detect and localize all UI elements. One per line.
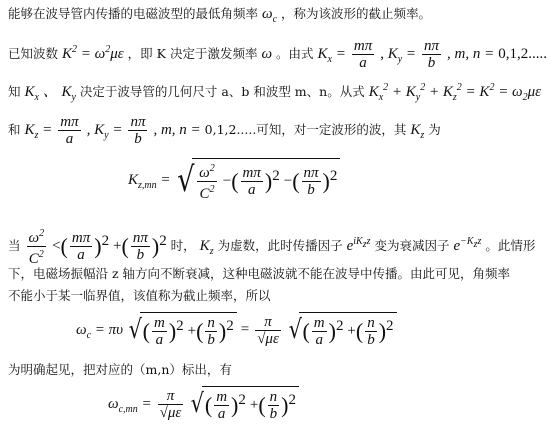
omega2-over-c2-inequality: $\frac{\omega^2}{C^2}$ xyxy=(28,228,45,267)
n-over-b: $\frac{n}{b}$ xyxy=(207,315,215,348)
n-over-b-2: $\frac{n}{b}$ xyxy=(367,315,375,348)
text-line-4 xyxy=(8,114,441,147)
omega-c-mn-lhs: $\omega_{c,mn}$ = xyxy=(108,395,152,415)
text-line-8 xyxy=(8,288,271,304)
line1-text: 能够在波导管内传播的电磁波型的最低角频率 xyxy=(8,6,259,21)
text-line-1 xyxy=(8,6,431,28)
ky-equation: , $K_y$ = xyxy=(380,46,417,65)
kz-symbol-2: $K_z$ xyxy=(199,238,214,257)
line10-text: 为明确起见，把对应的（m,n）标出，有 xyxy=(8,362,232,377)
line7-text: 下，电磁场振幅沿 z 轴方向不断衰减，这种电磁波就不能在波导中传播。由此可见，角频率 xyxy=(8,266,511,281)
ky-equation-2: , $K_y$ = xyxy=(86,122,123,141)
line2-b: ，即 K 决定于激发频率 xyxy=(127,46,258,61)
mn-index-2: , m, n = xyxy=(153,122,201,138)
sqrt-body-3: ( $\frac{m}{a}$ )$^2$ +( $\frac{n}{b}$ )$^2$ xyxy=(299,312,396,348)
line2-c: 。由式 xyxy=(276,46,314,61)
text-line-7 xyxy=(8,266,510,282)
pi-over-sqrt-mu-eps-2: $\frac{\pi}{√\mu\varepsilon}$ xyxy=(159,387,182,421)
m-over-a: $\frac{m}{a}$ xyxy=(153,315,165,348)
pi-over-sqrt-mu-eps: $\frac{\pi}{√\mu\varepsilon}$ xyxy=(257,313,279,347)
text-line-2 xyxy=(8,38,547,71)
text-line-10 xyxy=(8,362,232,378)
line4-a: 和 xyxy=(8,122,21,137)
omega-c-mn-formula xyxy=(108,386,299,422)
line3-b: 决定于波导管的几何尺寸 a、b 和波型 m、n。从式 xyxy=(79,84,365,99)
line1-tail: ，称为该波形的截止频率。 xyxy=(281,6,432,21)
line6-d: 变为衰减因子 xyxy=(374,238,450,253)
m-pi-over-a-fraction: $\frac{m\pi}{a}$ xyxy=(353,38,373,71)
line6-e: 。此情形 xyxy=(485,238,536,253)
k-sum-equation: $K_x^2 + K_y^2 + K_z^2 = K^2 = \omega_2\mu\varepsilon$ xyxy=(368,82,542,103)
line6-c: 为虚数，此时传播因子 xyxy=(217,238,343,253)
text-line-3 xyxy=(8,80,541,106)
n-pi-over-b-fraction-4: $\frac{n\pi}{b}$ xyxy=(132,230,148,263)
kz-mn-formula xyxy=(128,158,340,202)
sqrt-body: $\frac{\omega^2}{C^2}$ −( $\frac{m\pi}{a}$ )$^2$ −( $\frac{n\pi}{b}$ )$^2$ xyxy=(192,158,340,202)
propagation-factor: $e^{iK_zz}$ xyxy=(346,236,371,254)
line6-a: 当 xyxy=(8,238,21,253)
cutoff-frequency-formula: $\omega_c = \pi\upsilon$ √( $\frac{m}{a}$ )$^2$ +( $\frac{n}{b}$ )$^2$ = $\frac{\pi}{√\mu\varepsilon}$ √( $\frac{m}{a}$ )$^2$ +( $\frac{n}{b}$ )$^2$ xyxy=(76,312,397,348)
text-line-6: 当 $\frac{\omega^2}{C^2}$ <( $\frac{m\pi}{a}$ )$^2$ +( $\frac{n\pi}{b}$ )$^2$ 时， $K_z$ 为虚数，此时传播因子 $e^{iK_zz}$ 变为衰减因子 $e^{-K_zz}$ 。此情形 xyxy=(8,228,536,267)
sqrt-sign-4: √ xyxy=(190,389,205,419)
sqrt-sign-2: √ xyxy=(128,315,142,345)
n-pi-over-b-fraction-3: $\frac{n\pi}{b}$ xyxy=(303,165,319,198)
sqrt-sign: √ xyxy=(176,160,195,200)
line6-b: 时， xyxy=(170,238,196,253)
kz-symbol: $K_z$ xyxy=(410,122,425,141)
kx-ky-symbols: $K_x$ 、 $K_y$ xyxy=(24,84,76,103)
line3-a: 知 xyxy=(8,84,21,99)
m-pi-over-a-fraction-3: $\frac{m\pi}{a}$ xyxy=(242,165,261,198)
line4-c: 为 xyxy=(428,122,441,137)
mn-index: , m, n = xyxy=(447,46,495,62)
m-pi-over-a-fraction-2: $\frac{m\pi}{a}$ xyxy=(60,114,79,147)
m-pi-over-a-fraction-4: $\frac{m\pi}{a}$ xyxy=(71,230,91,263)
m-over-a-3: $\frac{m}{a}$ xyxy=(216,389,228,422)
m-over-a-2: $\frac{m}{a}$ xyxy=(313,315,325,348)
n-pi-over-b-fraction-2: $\frac{n\pi}{b}$ xyxy=(130,114,146,147)
omega2-over-c2: $\frac{\omega^2}{C^2}$ xyxy=(199,163,215,202)
omega-symbol: ω xyxy=(261,46,273,62)
n-over-b-3: $\frac{n}{b}$ xyxy=(269,389,278,422)
sqrt-sign-3: √ xyxy=(288,315,302,345)
omega-c-lhs: $\omega_c = \pi\upsilon$ xyxy=(76,321,124,341)
attenuation-factor: $e^{-K_zz}$ xyxy=(453,236,482,254)
omega-c-symbol: $\omega_c$ xyxy=(262,6,278,25)
kz-mn-lhs: $K_{z,mn}$ = xyxy=(128,171,171,191)
line2-a: 已知波数 xyxy=(8,46,59,61)
line2-d: 0,1,2..... xyxy=(498,46,547,62)
line4-b: 0,1,2.....可知，对一定波形的波，其 xyxy=(204,122,407,137)
wave-number-equation: $K^2 = \omega^2\mu\varepsilon$ xyxy=(62,44,124,62)
kz-equation: $K_z$ = xyxy=(24,122,53,141)
sqrt-body-2: ( $\frac{m}{a}$ )$^2$ +( $\frac{n}{b}$ )$^2$ xyxy=(140,312,237,348)
n-pi-over-b-fraction: $\frac{n\pi}{b}$ xyxy=(424,38,440,71)
kx-equation: $K_x$ = xyxy=(317,46,346,65)
line8-text: 不能小于某一临界值，该值称为截止频率，所以 xyxy=(8,288,271,303)
sqrt-body-4: ( $\frac{m}{a}$ )$^2$ +( $\frac{n}{b}$ )$^2$ xyxy=(202,386,299,422)
